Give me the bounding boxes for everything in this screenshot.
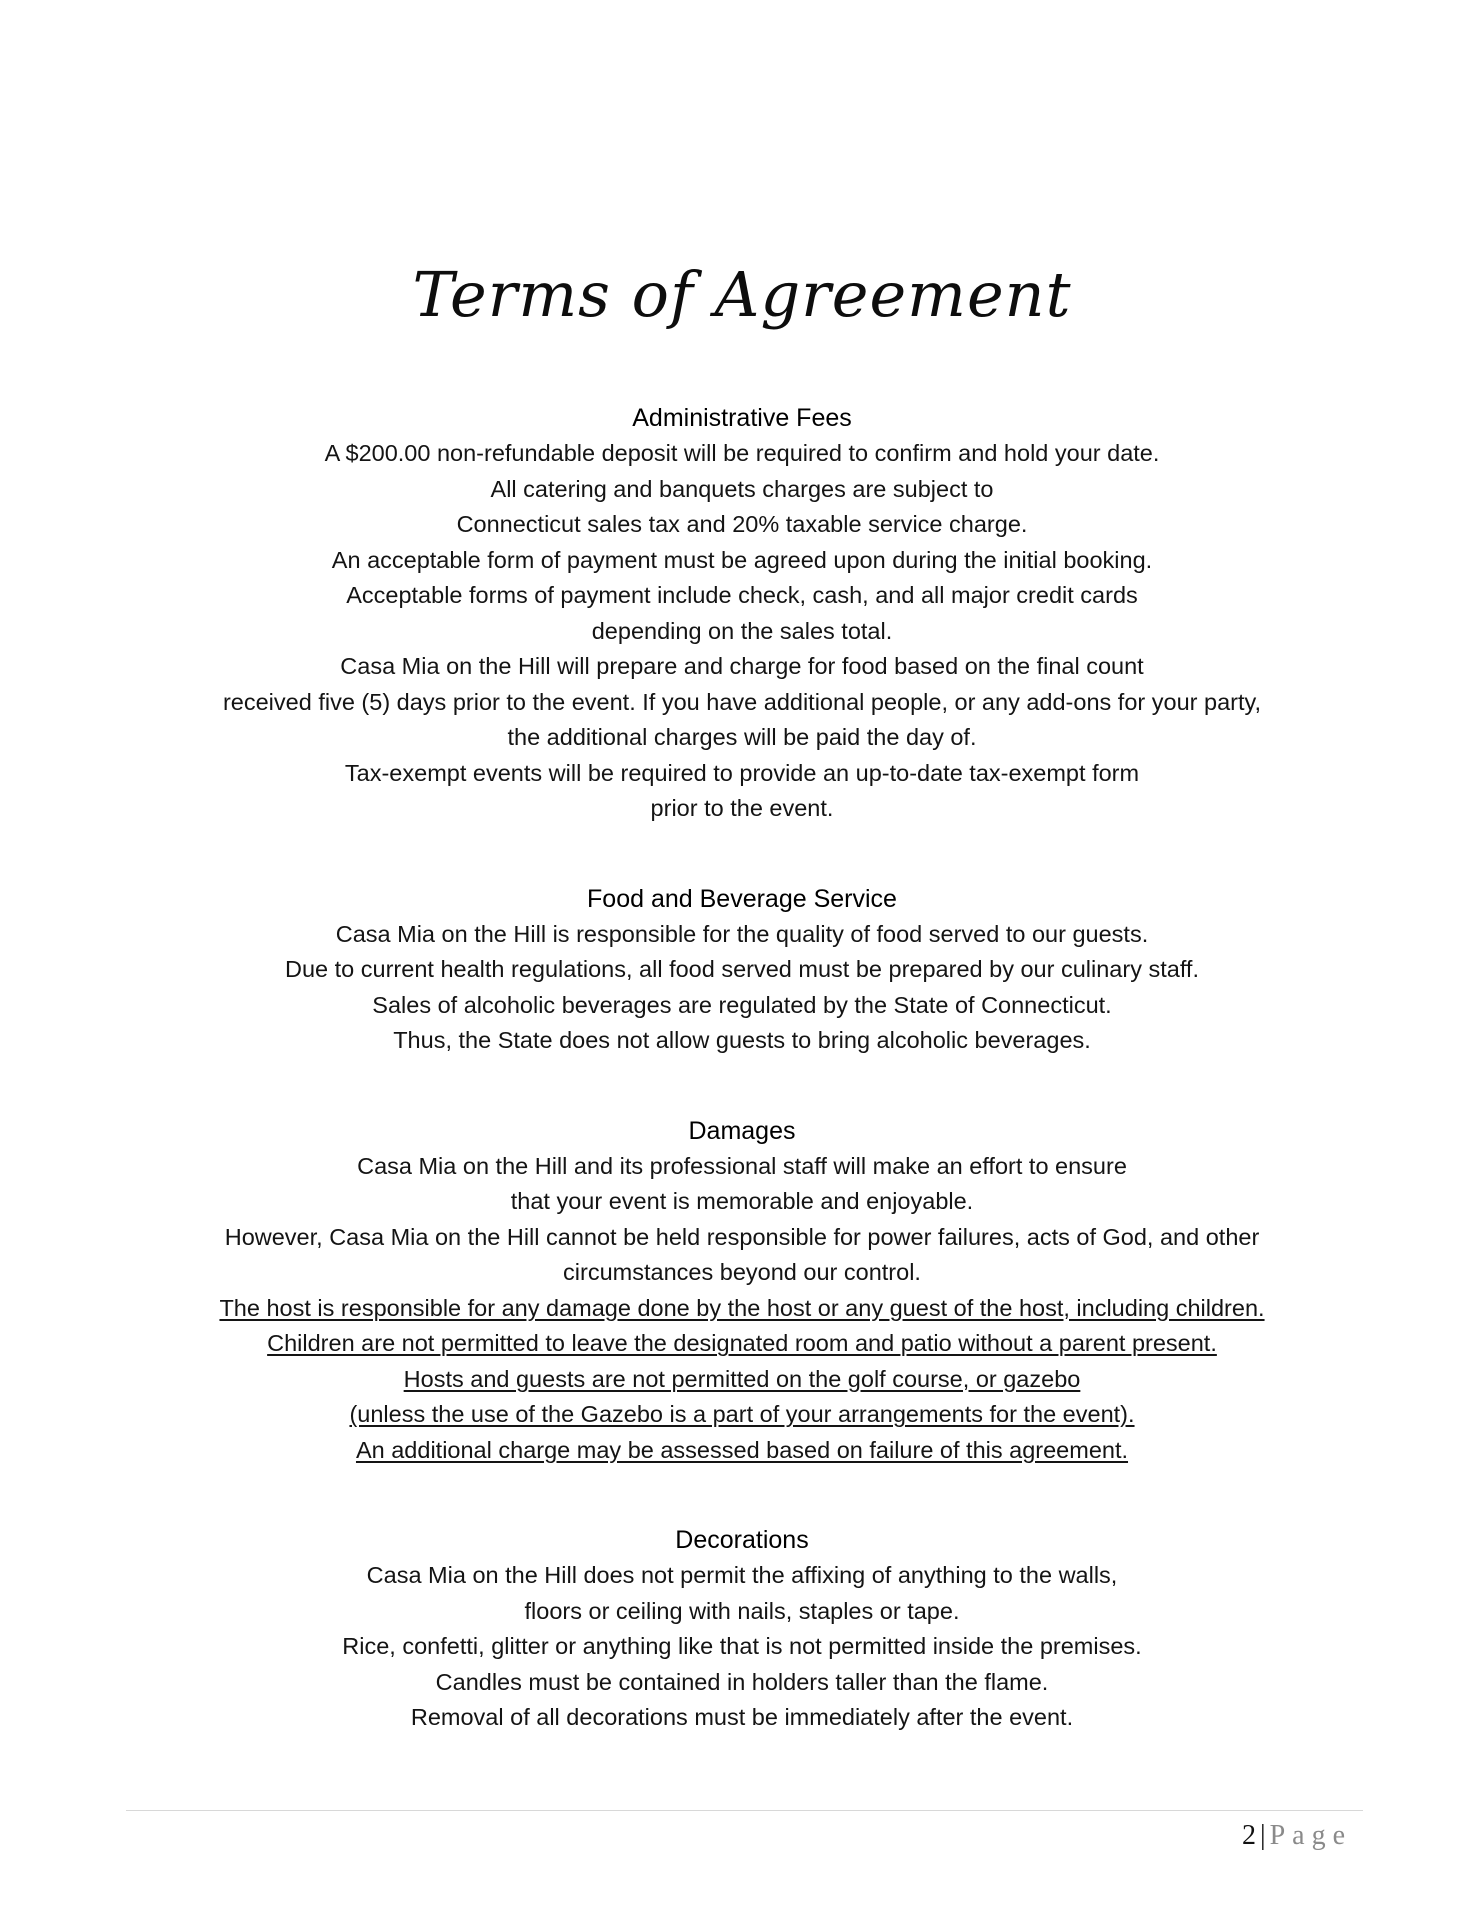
paragraph-line: depending on the sales total. [591,617,893,644]
underlined-line: Children are not permitted to leave the designated room and patio without a parent present. [267,1330,1217,1356]
paragraph-line: Casa Mia on the Hill and its professional staff will make an effort to ensure [357,1152,1127,1179]
paragraph-line: the additional charges will be paid the day of. [507,724,977,750]
footer-divider [126,1810,1363,1811]
footer-separator: | [1259,1820,1266,1851]
section-spacer [0,1468,1484,1522]
section-heading: Decorations [675,1526,809,1554]
paragraph-line: floors or ceiling with nails, staples or tape. [524,1597,960,1624]
paragraph-line: An acceptable form of payment must be agreed upon during the initial booking. [331,546,1153,573]
paragraph-line: Thus, the State does not allow guests to bring alcoholic beverages. [393,1027,1091,1053]
paragraph-line: Casa Mia on the Hill does not permit the affixing of anything to the walls, [366,1562,1118,1588]
underlined-line: (unless the use of the Gazebo is a part of your arrangements for the event). [349,1401,1135,1427]
paragraph-line: A $200.00 non-refundable deposit will be required to confirm and hold your date. [324,440,1160,466]
paragraph-line: prior to the event. [650,795,834,821]
page-label: Page [1269,1820,1352,1851]
document-body [0,400,1484,1736]
paragraph-line: Connecticut sales tax and 20% taxable service charge. [456,511,1028,537]
paragraph-line: circumstances beyond our control. [563,1259,921,1285]
paragraph-line: All catering and banquets charges are subject to [490,475,994,502]
section-heading: Food and Beverage Service [587,884,897,913]
underlined-line: An additional charge may be assessed based on failure of this agreement. [355,1436,1129,1463]
section-administrative-fees [0,400,1484,827]
paragraph-line: Candles must be contained in holders taller than the flame. [435,1668,1049,1695]
section-food-and-beverage [0,881,1484,1059]
page-footer [1242,1816,1352,1856]
paragraph-line: However, Casa Mia on the Hill cannot be held responsible for power failures, acts of God, and other [224,1223,1260,1250]
paragraph-line: Casa Mia on the Hill is responsible for the quality of food served to our guests. [335,920,1149,947]
paragraph-line: received five (5) days prior to the event. If you have additional people, or any add-ons for your party, [222,688,1262,715]
page-number: 2 [1241,1820,1256,1851]
paragraph-line: Casa Mia on the Hill will prepare and charge for food based on the final count [340,653,1144,679]
underlined-line: Hosts and guests are not permitted on the golf course, or gazebo [403,1365,1081,1392]
section-spacer [0,1059,1484,1113]
paragraph-line: that your event is memorable and enjoyable. [510,1188,974,1214]
section-heading: Damages [688,1116,796,1145]
section-spacer [0,827,1484,881]
paragraph-line: Due to current health regulations, all food served must be prepared by our culinary staff. [285,956,1199,982]
section-damages [0,1113,1484,1469]
paragraph-line: Sales of alcoholic beverages are regulated by the State of Connecticut. [372,991,1112,1018]
paragraph-line: Tax-exempt events will be required to provide an up-to-date tax-exempt form [344,759,1140,786]
paragraph-line: Rice, confetti, glitter or anything like that is not permitted inside the premises. [342,1633,1142,1659]
paragraph-line: Removal of all decorations must be immediately after the event. [410,1704,1074,1730]
paragraph-line: Acceptable forms of payment include check, cash, and all major credit cards [346,582,1138,608]
section-decorations [0,1522,1484,1736]
underlined-line: The host is responsible for any damage done by the host or any guest of the host, including children. [219,1294,1265,1321]
section-heading: Administrative Fees [632,404,852,432]
page-title: Terms of Agreement [412,258,1072,331]
